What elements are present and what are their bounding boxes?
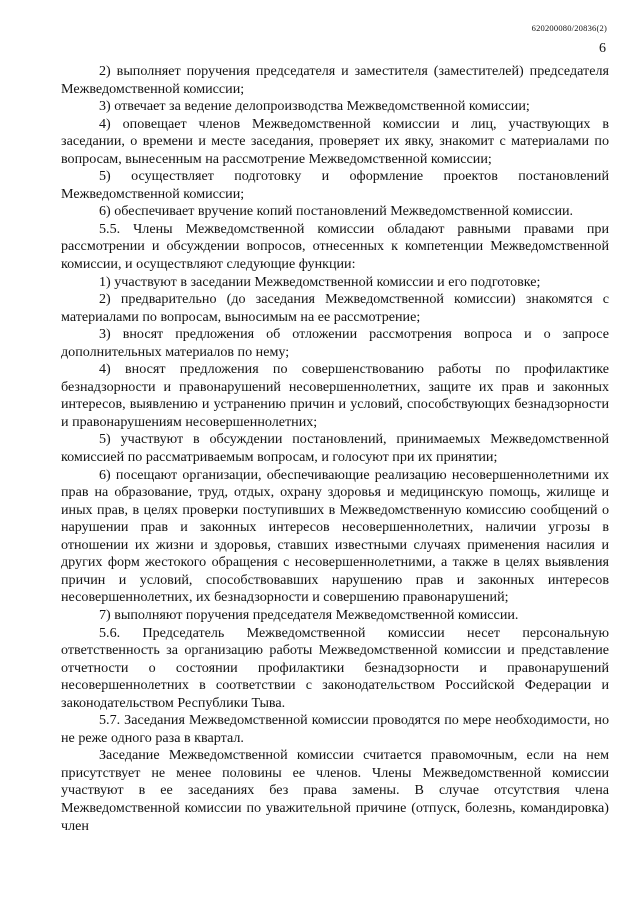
paragraph: 4) вносят предложения по совершенствованию работы по профилактике безнадзорности и правонарушений несовершеннолетних, защите их прав и законных интересов, выявлению и устранению причин и условий, способствующих безнадзорности и правонарушениям несовершеннолетних;: [61, 361, 609, 430]
paragraph: 6) посещают организации, обеспечивающие реализацию несовершеннолетними их прав на образование, труд, отдых, охрану здоровья и медицинскую помощь, жилище и иных прав, в целях проверки поступивших в Межведомственную комиссию сообщений о нарушении прав и законных интересов несовершеннолетних, наличии угрозы в отношении их жизни и здоровья, ставших известными случаях применения насилия и других форм жестокого обращения с несовершеннолетними, а также в целях выявления причин и условий, способствовавших нарушению прав и законных интересов несовершеннолетних, их безнадзорности и совершению правонарушений;: [61, 466, 609, 606]
paragraph: 7) выполняют поручения председателя Межведомственной комиссии.: [99, 606, 519, 623]
paragraph: 1) участвуют в заседании Межведомственной комиссии и его подготовке;: [99, 273, 541, 290]
page-number: 6: [599, 41, 606, 56]
paragraph: 6) обеспечивает вручение копий постановлений Межведомственной комиссии.: [99, 203, 574, 220]
document-id: 620200080/20836(2): [531, 23, 607, 33]
paragraph: 3) вносят предложения об отложении рассмотрения вопроса и о запросе дополнительных материалов по нему;: [61, 326, 609, 360]
paragraph: Заседание Межведомственной комиссии считается правомочным, если на нем присутствует не менее половины ее членов. Члены Межведомственной комиссии участвуют в ее заседаниях без права замены. В случае отсутствия члена Межведомственной комиссии по уважительной причине (отпуск, болезнь, командировка) член: [61, 747, 609, 834]
paragraph: 2) выполняет поручения председателя и заместителя (заместителей) председателя Межведомственной комиссии;: [61, 63, 609, 97]
paragraph: 2) предварительно (до заседания Межведомственной комиссии) знакомятся с материалами по вопросам, выносимым на ее рассмотрение;: [61, 291, 609, 325]
document-body: [61, 63, 609, 835]
paragraph: 5.7. Заседания Межведомственной комиссии проводятся по мере необходимости, но не реже одного раза в квартал.: [61, 712, 609, 746]
paragraph: 5) осуществляет подготовку и оформление проектов постановлений Межведомственной комиссии;: [61, 168, 609, 202]
paragraph: 4) оповещает членов Межведомственной комиссии и лиц, участвующих в заседании, о времени и месте заседания, проверяет их явку, знакомит с материалами по вопросам, вынесенным на рассмотрение Межведомственной комиссии;: [61, 115, 609, 167]
paragraph: 3) отвечает за ведение делопроизводства Межведомственной комиссии;: [99, 98, 530, 115]
paragraph: 5.6. Председатель Межведомственной комиссии несет персональную ответственность за организацию работы Межведомственной комиссии и представление отчетности о состоянии профилактики безнадзорности и правонарушений несовершеннолетних в соответствии с законодательством Российской Федерации и законодательством Республики Тыва.: [61, 624, 609, 711]
paragraph: 5.5. Члены Межведомственной комиссии обладают равными правами при рассмотрении и обсуждении вопросов, отнесенных к компетенции Межведомственной комиссии, и осуществляют следующие функции:: [61, 220, 609, 273]
paragraph: 5) участвуют в обсуждении постановлений, принимаемых Межведомственной комиссией по рассматриваемым вопросам, и голосуют при их принятии;: [61, 431, 609, 466]
